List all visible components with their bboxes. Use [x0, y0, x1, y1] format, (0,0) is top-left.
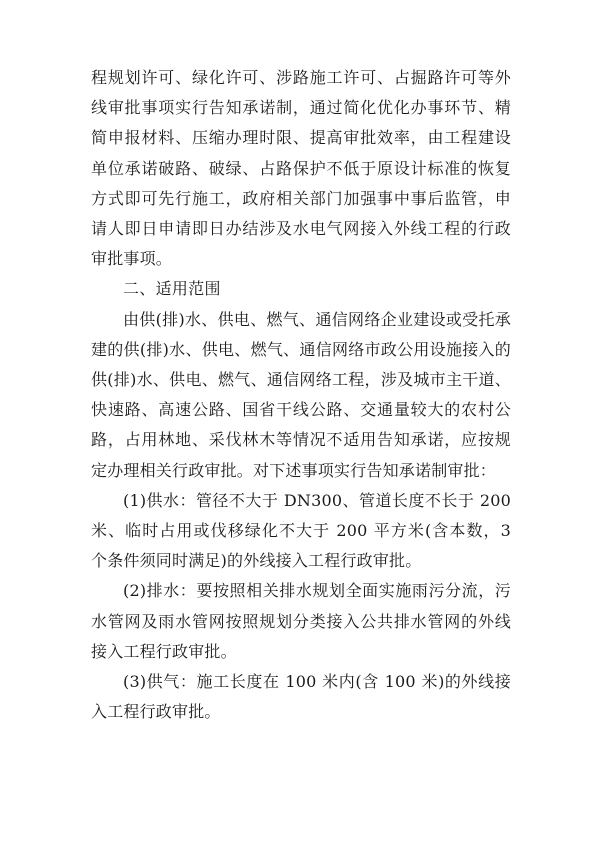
- scope-item-gas-supply: (3)供气：施工长度在 100 米内(含 100 米)的外线接入工程行政审批。: [91, 672, 511, 722]
- scope-paragraph: 由供(排)水、供电、燃气、通信网络企业建设或受托承建的供(排)水、供电、燃气、通信网络市政公用设施接入的供(排)水、供电、燃气、通信网络工程，涉及城市主干道、快速路、高速公路、国省干线公路、交通量较大的农村公路，占用林地、采伐林木等情况不适用告知承诺，应按规定办理相关行政审批。对下述事项实行告知承诺制审批：: [91, 309, 511, 480]
- intro-paragraph: 程规划许可、绿化许可、涉路施工许可、占掘路许可等外线审批事项实行告知承诺制，通过简化优化办事环节、精简申报材料、压缩办理时限、提高审批效率，由工程建设单位承诺破路、破绿、占路保护不低于原设计标准的恢复方式即可先行施工，政府相关部门加强事中事后监管，申请人即日申请即日办结涉及水电气网接入外线工程的行政审批事项。: [91, 68, 511, 269]
- document-body: [91, 63, 511, 727]
- scope-item-water-supply: (1)供水：管径不大于 DN300、管道长度不长于 200 米、临时占用或伐移绿化不大于 200 平方米(含本数，3 个条件须同时满足)的外线接入工程行政审批。: [91, 490, 511, 571]
- section-heading: 二、适用范围: [123, 279, 221, 299]
- scope-item-drainage: (2)排水：要按照相关排水规划全面实施雨污分流，污水管网及雨水管网按照规划分类接入公共排水管网的外线接入工程行政审批。: [91, 581, 511, 661]
